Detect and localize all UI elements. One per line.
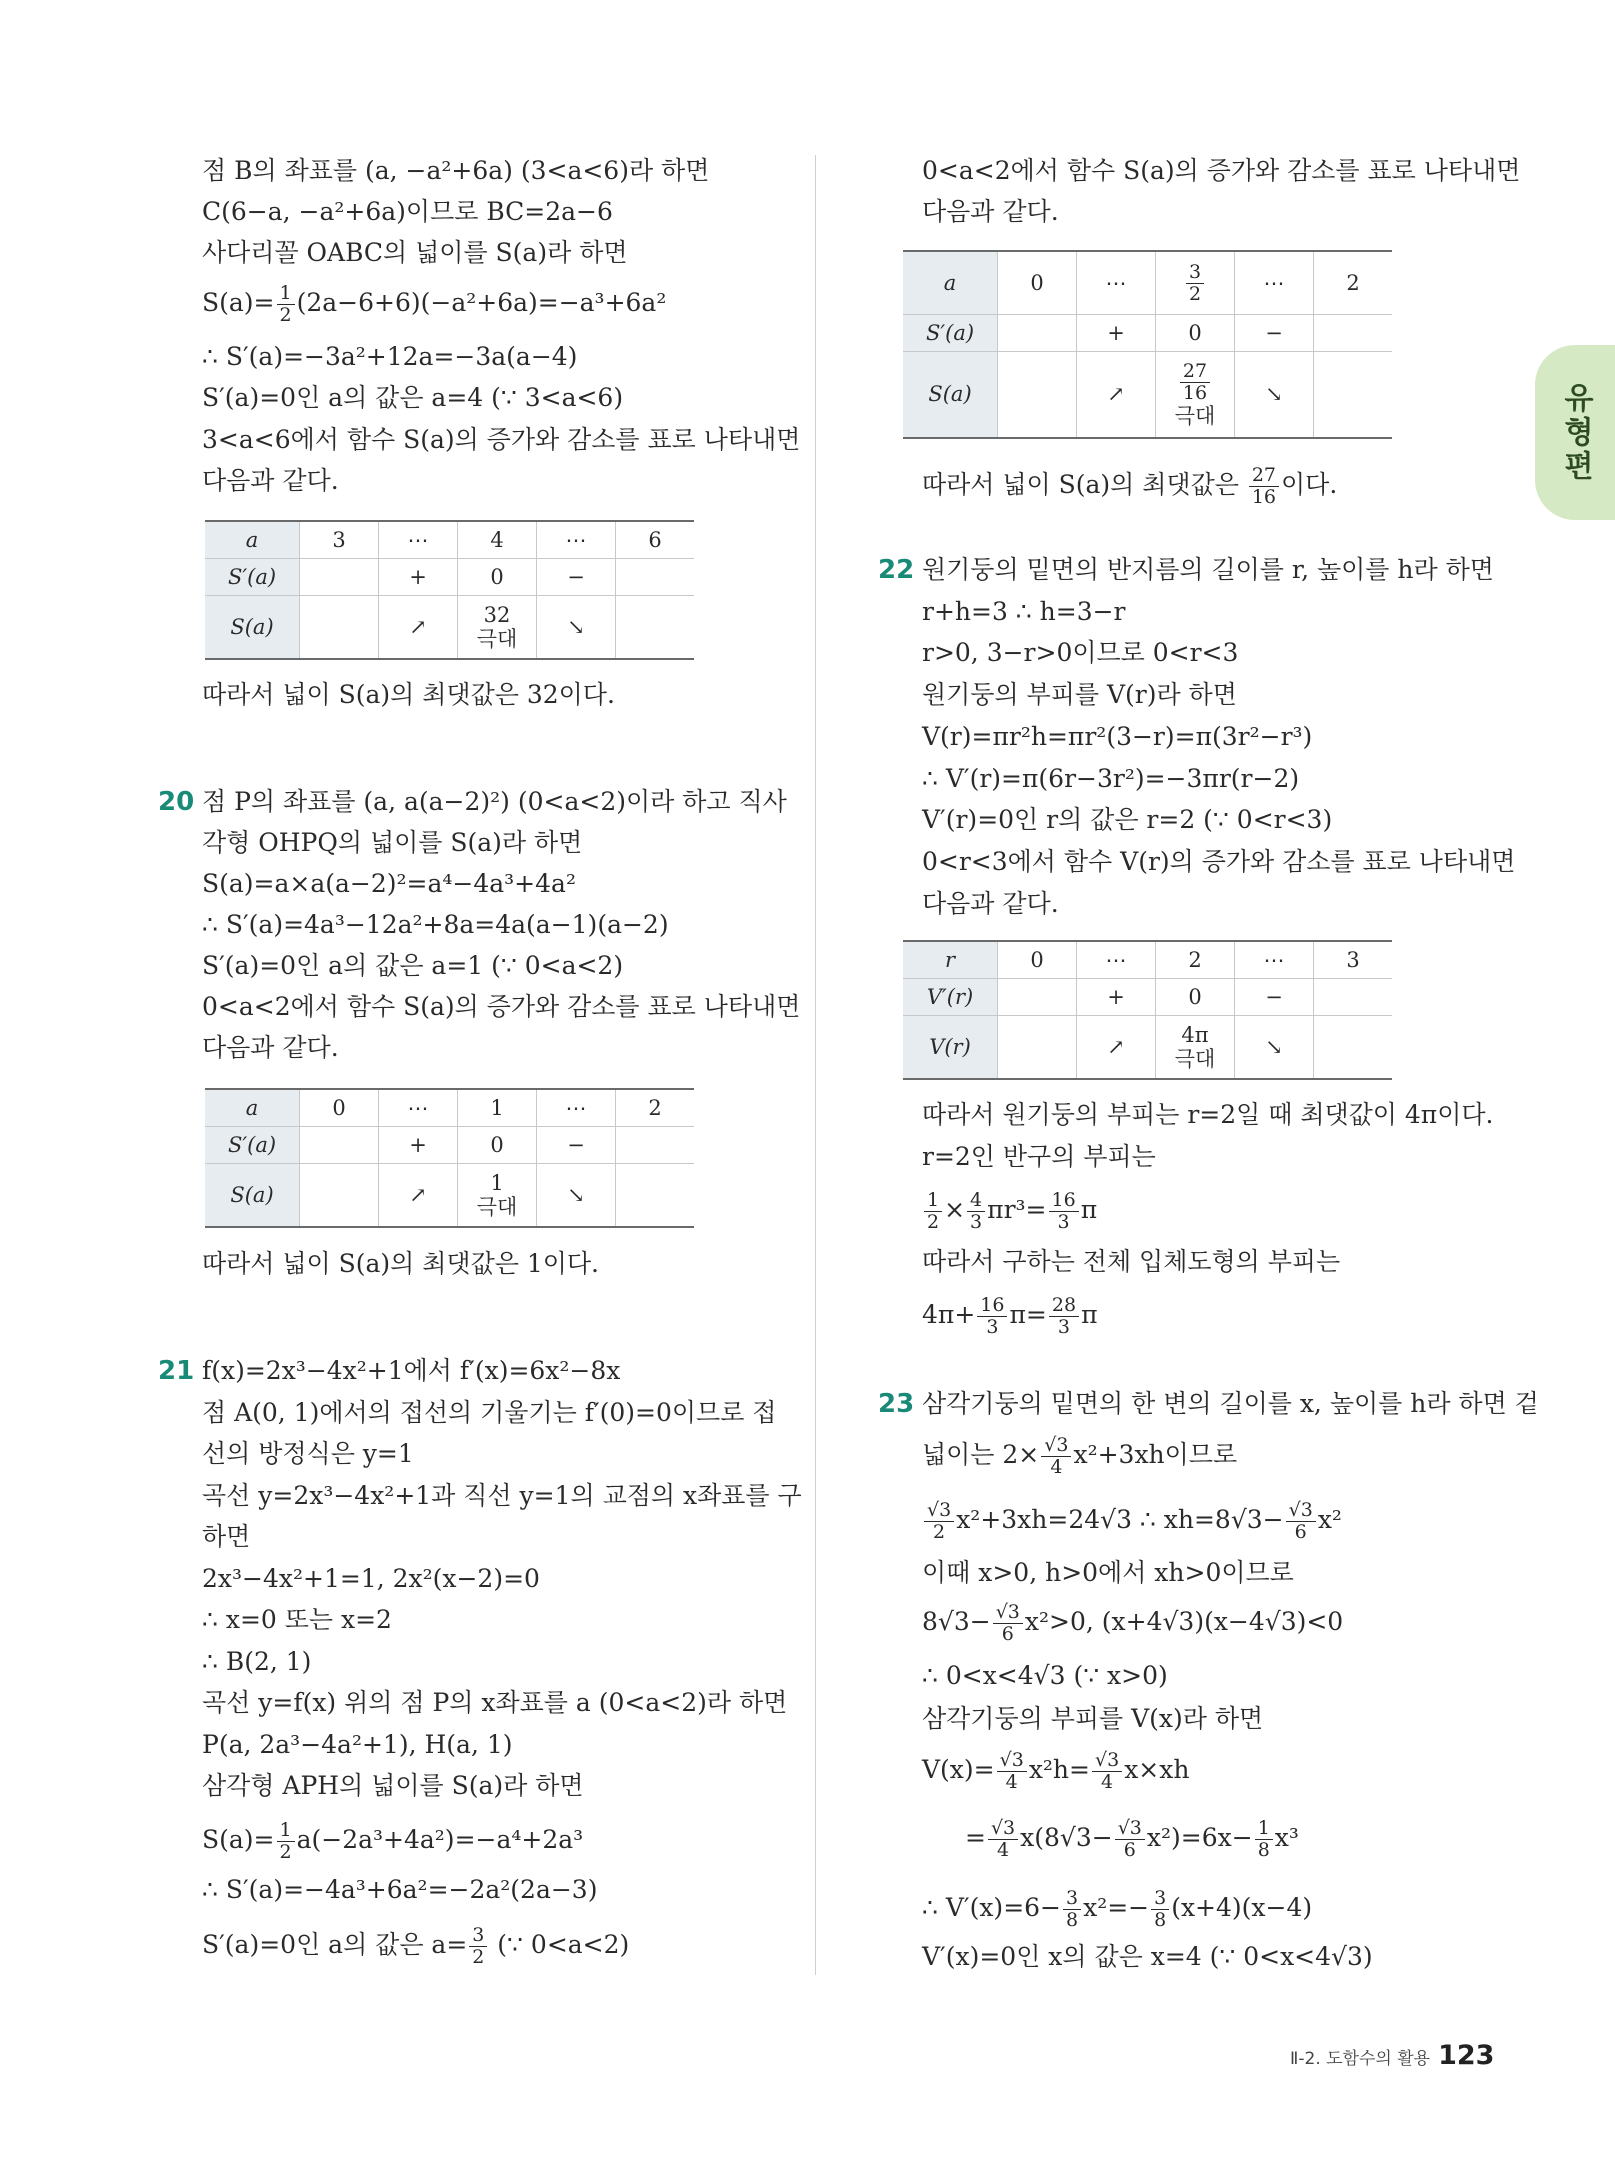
page-number: 123	[1438, 2040, 1495, 2071]
text-line: 0<a<2에서 함수 S(a)의 증가와 감소를 표로 나타내면	[202, 992, 801, 1021]
formula-line: ∴ V′(x)=6− $\frac{3}{8}$ x²=− $\frac{3}{8}$ (x+4)(x−4)	[922, 1887, 1313, 1931]
text-line: 삼각기둥의 부피를 V(x)라 하면	[922, 1704, 1264, 1733]
text-line: 곡선 y=2x³−4x²+1과 직선 y=1의 교점의 x좌표를 구	[202, 1481, 802, 1510]
footer-section: Ⅱ-2. 도함수의 활용	[1290, 2049, 1431, 2069]
text-line: 원기둥의 밑면의 반지름의 길이를 r, 높이를 h라 하면	[922, 555, 1494, 584]
problem-number: 22	[878, 555, 915, 585]
text-line: V(r)=πr²h=πr²(3−r)=π(3r²−r³)	[922, 722, 1313, 751]
formula-line: S(a)= $\frac{1}{2}$ a(−2a³+4a²)=−a⁴+2a³	[202, 1819, 584, 1863]
formula-line: $\frac{√3}{2}$ x²+3xh=24√3 ∴ xh=8√3− $\frac{√3}{6}$ x²	[922, 1500, 1342, 1543]
text-line: 원기둥의 부피를 V(r)라 하면	[922, 680, 1237, 709]
text-line: 선의 방정식은 y=1	[202, 1439, 414, 1468]
text-line: 따라서 원기둥의 부피는 r=2일 때 최댓값이 4π이다.	[922, 1100, 1494, 1129]
variation-table: a 0 ⋯ $\frac{3}{2}$ ⋯ 2 S′(a) + 0 − S(a) ↗ $\frac{27}{16}$ 극대 ↘	[903, 250, 1392, 439]
text-line: 사다리꼴 OABC의 넓이를 S(a)라 하면	[202, 238, 628, 267]
text-line: f(x)=2x³−4x²+1에서 f′(x)=6x²−8x	[202, 1356, 621, 1385]
text-line: 각형 OHPQ의 넓이를 S(a)라 하면	[202, 828, 583, 857]
text-line: 0<r<3에서 함수 V(r)의 증가와 감소를 표로 나타내면	[922, 847, 1516, 876]
text-line: 삼각형 APH의 넓이를 S(a)라 하면	[202, 1771, 584, 1800]
text-line: 다음과 같다.	[202, 466, 339, 495]
text-line: S′(a)=0인 a의 값은 a=1 (∵ 0<a<2)	[202, 951, 624, 980]
text-line: ∴ 0<x<4√3 (∵ x>0)	[922, 1661, 1168, 1690]
formula-line: S(a)= $\frac{1}{2}$ (2a−6+6)(−a²+6a)=−a³+6a²	[202, 282, 667, 326]
text-line: 점 B의 좌표를 (a, −a²+6a) (3<a<6)라 하면	[202, 156, 710, 185]
conclusion: 따라서 넓이 S(a)의 최댓값은 1이다.	[202, 1249, 599, 1278]
text-line: S(a)=a×a(a−2)²=a⁴−4a³+4a²	[202, 869, 576, 898]
column-divider	[815, 155, 816, 1975]
text-line: P(a, 2a³−4a²+1), H(a, 1)	[202, 1730, 513, 1759]
text-line: 점 A(0, 1)에서의 접선의 기울기는 f′(0)=0이므로 접	[202, 1398, 777, 1427]
problem-number: 21	[158, 1356, 195, 1386]
variation-table: a 3 ⋯ 4 ⋯ 6 S′(a) + 0 − S(a) ↗ 32 극대 ↘	[205, 520, 694, 660]
section-side-tab	[1535, 345, 1615, 520]
page-footer	[1290, 2040, 1495, 2071]
text-line: ∴ B(2, 1)	[202, 1647, 312, 1676]
conclusion: 따라서 넓이 S(a)의 최댓값은 $\frac{27}{16}$ 이다.	[922, 464, 1338, 508]
formula-line: 8√3− $\frac{√3}{6}$ x²>0, (x+4√3)(x−4√3)<0	[922, 1601, 1344, 1645]
text-line: 따라서 구하는 전체 입체도형의 부피는	[922, 1247, 1341, 1276]
text-line: 2x³−4x²+1=1, 2x²(x−2)=0	[202, 1564, 540, 1593]
text-line: 다음과 같다.	[922, 889, 1059, 918]
text-line: ∴ S′(a)=−3a²+12a=−3a(a−4)	[202, 342, 578, 371]
conclusion: 따라서 넓이 S(a)의 최댓값은 32이다.	[202, 680, 615, 709]
variation-table: r 0 ⋯ 2 ⋯ 3 V′(r) + 0 − V(r) ↗ 4π 극대 ↘	[903, 940, 1392, 1080]
problem-number: 23	[878, 1389, 915, 1419]
text-line: 0<a<2에서 함수 S(a)의 증가와 감소를 표로 나타내면	[922, 156, 1521, 185]
formula-line: = $\frac{√3}{4}$ x(8√3− $\frac{√3}{6}$ x²)=6x− $\frac{1}{8}$ x³	[965, 1817, 1299, 1861]
text-line: 하면	[202, 1522, 251, 1551]
text-line: ∴ S′(a)=−4a³+6a²=−2a²(2a−3)	[202, 1875, 598, 1904]
formula-line: 넓이는 2× $\frac{√3}{4}$ x²+3xh이므로	[922, 1434, 1238, 1478]
text-line: 삼각기둥의 밑면의 한 변의 길이를 x, 높이를 h라 하면 겉	[922, 1389, 1539, 1418]
text-line: r+h=3 ∴ h=3−r	[922, 597, 1126, 626]
text-line: 다음과 같다.	[202, 1033, 339, 1062]
text-line: ∴ V′(r)=π(6r−3r²)=−3πr(r−2)	[922, 764, 1300, 793]
side-tab-label: 유형편	[1558, 381, 1593, 484]
text-line: r=2인 반구의 부피는	[922, 1142, 1156, 1171]
text-line: 다음과 같다.	[922, 197, 1059, 226]
text-line: r>0, 3−r>0이므로 0<r<3	[922, 638, 1239, 667]
text-line: 3<a<6에서 함수 S(a)의 증가와 감소를 표로 나타내면	[202, 425, 801, 454]
text-line: 이때 x>0, h>0에서 xh>0이므로	[922, 1558, 1294, 1587]
text-line: ∴ S′(a)=4a³−12a²+8a=4a(a−1)(a−2)	[202, 910, 669, 939]
text-line: V′(r)=0인 r의 값은 r=2 (∵ 0<r<3)	[922, 805, 1333, 834]
formula-line: $\frac{1}{2}$ × $\frac{4}{3}$ πr³= $\frac{16}{3}$ π	[922, 1190, 1097, 1233]
formula-line: V(x)= $\frac{√3}{4}$ x²h= $\frac{√3}{4}$ x×xh	[922, 1749, 1190, 1793]
text-line: 곡선 y=f(x) 위의 점 P의 x좌표를 a (0<a<2)라 하면	[202, 1688, 788, 1717]
variation-table: a 0 ⋯ 1 ⋯ 2 S′(a) + 0 − S(a) ↗ 1 극대 ↘	[205, 1088, 694, 1228]
text-line: V′(x)=0인 x의 값은 x=4 (∵ 0<x<4√3)	[922, 1942, 1373, 1971]
problem-number: 20	[158, 787, 195, 817]
text-line: S′(a)=0인 a의 값은 a=4 (∵ 3<a<6)	[202, 383, 624, 412]
text-line: ∴ x=0 또는 x=2	[202, 1605, 392, 1634]
text-line: C(6−a, −a²+6a)이므로 BC=2a−6	[202, 197, 613, 226]
text-line: 점 P의 좌표를 (a, a(a−2)²) (0<a<2)이라 하고 직사	[202, 787, 787, 816]
formula-line: 4π+ $\frac{16}{3}$ π= $\frac{28}{3}$ π	[922, 1294, 1098, 1338]
formula-line: S′(a)=0인 a의 값은 a= $\frac{3}{2}$ (∵ 0<a<2)	[202, 1924, 630, 1968]
